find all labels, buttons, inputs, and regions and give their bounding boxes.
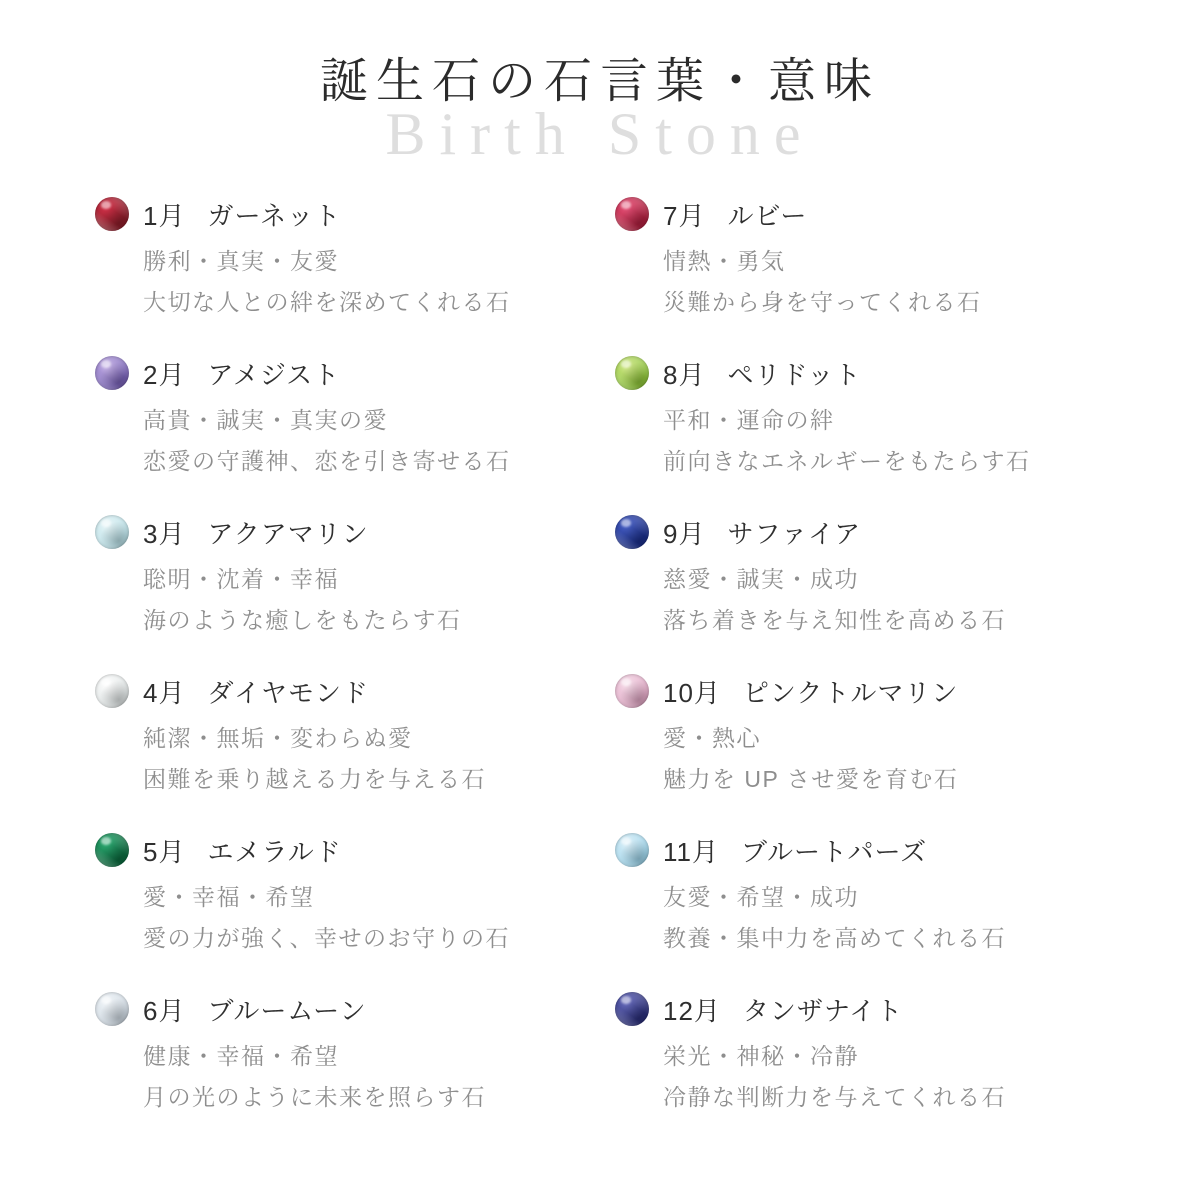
entry-month: 5月 xyxy=(143,836,186,867)
entry-keywords: 健康・幸福・希望 xyxy=(143,1043,339,1069)
entry-month: 4月 xyxy=(143,677,186,708)
entry-keywords: 愛・幸福・希望 xyxy=(143,884,315,910)
entry-heading xyxy=(615,192,1200,236)
gemstone-icon xyxy=(95,515,129,549)
entry-heading xyxy=(95,351,600,395)
entry-keywords: 平和・運命の絆 xyxy=(663,407,835,433)
entry-meaning: 大切な人との絆を深めてくれる石 xyxy=(143,289,511,315)
entry-keywords: 慈愛・誠実・成功 xyxy=(663,566,859,592)
entry-meaning: 災難から身を守ってくれる石 xyxy=(663,289,982,315)
entry-heading xyxy=(615,987,1200,1031)
entry-month: 12月 xyxy=(663,995,721,1026)
list-item xyxy=(95,987,600,1146)
list-item xyxy=(615,510,1200,669)
list-item xyxy=(95,669,600,828)
gemstone-icon xyxy=(615,197,649,231)
entry-month: 6月 xyxy=(143,995,186,1026)
entry-heading xyxy=(95,669,600,713)
birthstone-columns xyxy=(0,180,1200,1146)
entry-stone-name: ガーネット xyxy=(207,200,342,231)
entry-month: 2月 xyxy=(143,359,186,390)
gemstone-icon xyxy=(615,674,649,708)
entry-stone-name: ダイヤモンド xyxy=(207,677,369,708)
entry-month: 1月 xyxy=(143,200,186,231)
entry-keywords: 友愛・希望・成功 xyxy=(663,884,859,910)
gemstone-icon xyxy=(615,833,649,867)
entry-month: 7月 xyxy=(663,200,706,231)
entry-keywords: 純潔・無垢・変わらぬ愛 xyxy=(143,725,413,751)
entry-stone-name: ペリドット xyxy=(727,359,862,390)
entry-meaning: 月の光のように未来を照らす石 xyxy=(143,1084,486,1110)
entry-meaning: 困難を乗り越える力を与える石 xyxy=(143,766,486,792)
entry-heading xyxy=(95,987,600,1031)
entry-heading xyxy=(615,351,1200,395)
entry-month: 11月 xyxy=(663,836,719,867)
entry-stone-name: ブルートパーズ xyxy=(741,836,928,867)
entry-heading xyxy=(95,192,600,236)
entry-heading xyxy=(615,510,1200,554)
entry-heading xyxy=(95,510,600,554)
list-item xyxy=(95,828,600,987)
entry-month: 8月 xyxy=(663,359,706,390)
header-subtitle: Birth Stone xyxy=(385,101,815,167)
entry-heading xyxy=(615,828,1200,872)
gemstone-icon xyxy=(95,833,129,867)
entry-heading xyxy=(95,828,600,872)
entry-heading xyxy=(615,669,1200,713)
entry-meaning: 愛の力が強く、幸せのお守りの石 xyxy=(143,925,511,951)
entry-meaning: 前向きなエネルギーをもたらす石 xyxy=(663,448,1031,474)
entry-keywords: 情熱・勇気 xyxy=(663,248,786,274)
entry-stone-name: ブルームーン xyxy=(207,995,367,1026)
entry-keywords: 勝利・真実・友愛 xyxy=(143,248,339,274)
gemstone-icon xyxy=(95,356,129,390)
entry-stone-name: アメジスト xyxy=(207,359,341,390)
list-item xyxy=(615,351,1200,510)
list-item xyxy=(615,669,1200,828)
list-item xyxy=(615,828,1200,987)
entry-meaning: 教養・集中力を高めてくれる石 xyxy=(663,925,1006,951)
gemstone-icon xyxy=(615,992,649,1026)
entry-stone-name: アクアマリン xyxy=(207,518,369,549)
entry-keywords: 高貴・誠実・真実の愛 xyxy=(143,407,388,433)
entry-stone-name: タンザナイト xyxy=(742,995,904,1026)
gemstone-icon xyxy=(615,356,649,390)
entry-stone-name: ルビー xyxy=(727,200,808,231)
gemstone-icon xyxy=(95,992,129,1026)
page-title: 誕生石の石言葉・意味 xyxy=(319,55,880,108)
list-item xyxy=(615,192,1200,351)
entry-meaning: 魅力を UP させ愛を育む石 xyxy=(663,766,959,792)
entry-keywords: 聡明・沈着・幸福 xyxy=(143,566,339,592)
gemstone-icon xyxy=(95,674,129,708)
list-item xyxy=(615,987,1200,1146)
birthstone-column-left xyxy=(0,192,600,1146)
entry-stone-name: サファイア xyxy=(727,518,862,549)
birthstone-column-right xyxy=(600,192,1200,1146)
entry-keywords: 栄光・神秘・冷静 xyxy=(663,1043,859,1069)
list-item xyxy=(95,510,600,669)
list-item xyxy=(95,351,600,510)
entry-stone-name: ピンクトルマリン xyxy=(742,677,959,708)
entry-meaning: 冷静な判断力を与えてくれる石 xyxy=(663,1084,1006,1110)
entry-meaning: 海のような癒しをもたらす石 xyxy=(143,607,462,633)
list-item xyxy=(95,192,600,351)
entry-meaning: 恋愛の守護神、恋を引き寄せる石 xyxy=(143,448,511,474)
entry-month: 10月 xyxy=(663,677,721,708)
entry-meaning: 落ち着きを与え知性を高める石 xyxy=(663,607,1006,633)
entry-month: 9月 xyxy=(663,518,706,549)
poster-header xyxy=(0,0,1200,180)
entry-stone-name: エメラルド xyxy=(207,836,342,867)
gemstone-icon xyxy=(615,515,649,549)
gemstone-icon xyxy=(95,197,129,231)
entry-month: 3月 xyxy=(143,518,186,549)
entry-keywords: 愛・熱心 xyxy=(663,725,761,751)
